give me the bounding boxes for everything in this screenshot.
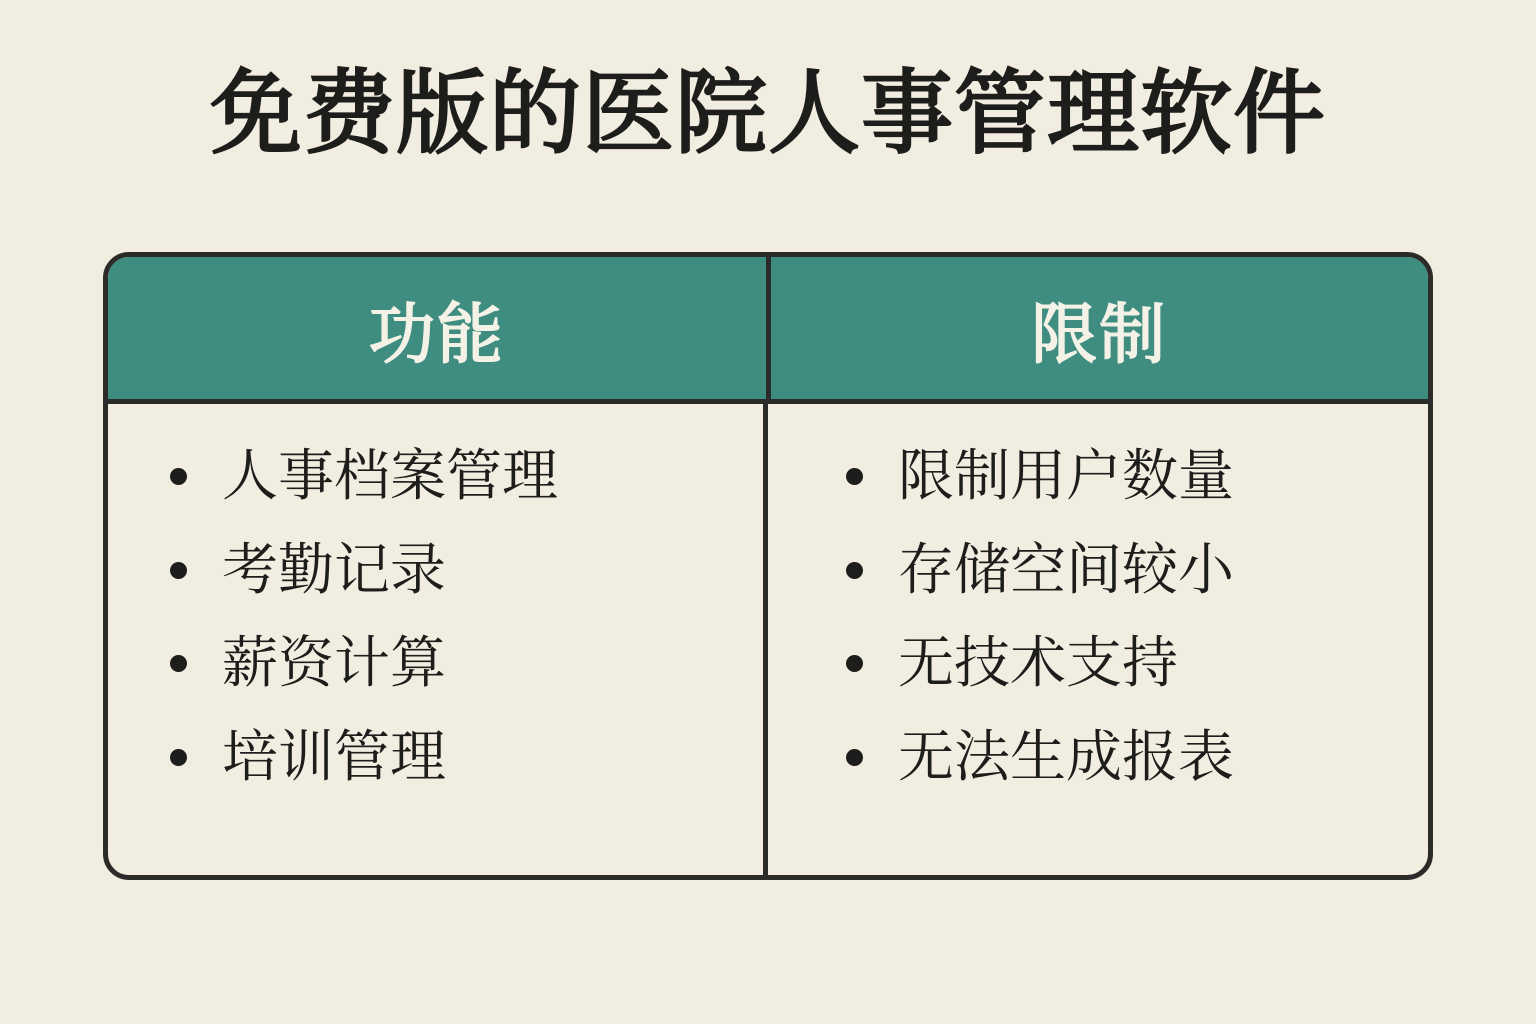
list-item: 薪资计算 [164, 625, 723, 701]
list-item: 无技术支持 [840, 625, 1388, 701]
column-header-limits: 限制 [1031, 296, 1168, 371]
limits-cell [768, 404, 1428, 875]
features-list [164, 438, 723, 794]
limits-list [840, 438, 1388, 794]
page-title: 免费版的医院人事管理软件 [209, 63, 1326, 165]
list-item: 考勤记录 [164, 532, 723, 608]
table-body-row [108, 404, 1428, 875]
list-item: 人事档案管理 [164, 438, 723, 514]
list-item: 存储空间较小 [840, 532, 1388, 608]
list-item: 培训管理 [164, 719, 723, 795]
comparison-table [103, 252, 1433, 880]
features-cell [108, 404, 768, 875]
table-header-row [108, 257, 1428, 404]
list-item: 限制用户数量 [840, 438, 1388, 514]
list-item: 无法生成报表 [840, 719, 1388, 795]
column-header-features: 功能 [108, 257, 771, 399]
